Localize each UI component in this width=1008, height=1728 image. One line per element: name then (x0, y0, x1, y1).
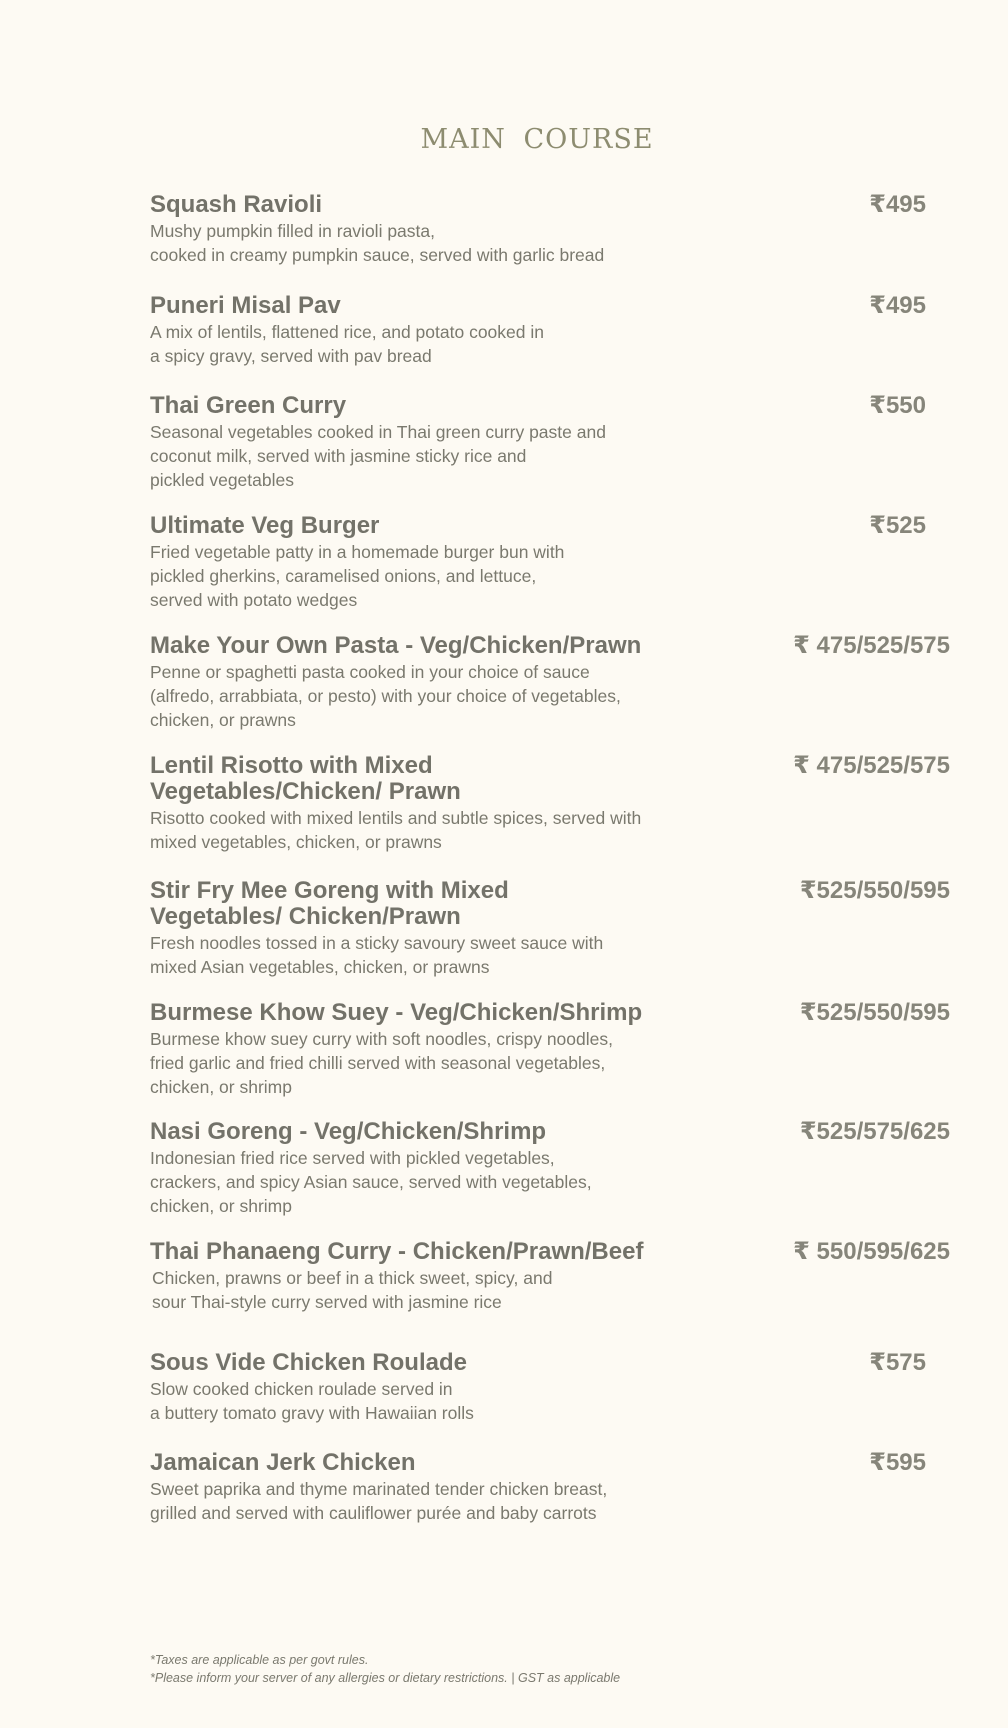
item-description-line: sour Thai-style curry served with jasmine rice (152, 1292, 502, 1312)
item-description (150, 1377, 710, 1425)
item-description-line: Fresh noodles tossed in a sticky savoury sweet sauce with (150, 933, 604, 953)
item-description (150, 660, 710, 732)
item-price: ₹495 (869, 191, 926, 218)
item-description-line: Fried vegetable patty in a homemade burger bun with (150, 542, 565, 562)
item-name: Ultimate Veg Burger (150, 512, 380, 539)
item-description-line: Seasonal vegetables cooked in Thai green curry paste and (150, 422, 606, 442)
item-description-line: crackers, and spicy Asian sauce, served with vegetables, (150, 1172, 592, 1192)
item-name: Jamaican Jerk Chicken (150, 1449, 416, 1476)
item-price: ₹525/575/625 (799, 1118, 950, 1145)
item-description (150, 1477, 710, 1525)
item-description (150, 1027, 710, 1099)
item-description-line: (alfredo, arrabbiata, or pesto) with your choice of vegetables, (150, 686, 621, 706)
item-description-line: Slow cooked chicken roulade served in (150, 1379, 453, 1399)
tax-note: *Taxes are applicable as per govt rules. (150, 1653, 369, 1667)
footer-notes (150, 1651, 620, 1687)
menu-item (150, 633, 950, 732)
menu-item (150, 753, 950, 854)
item-description-line: Risotto cooked with mixed lentils and subtle spices, served with (150, 808, 642, 828)
item-price: ₹495 (869, 292, 926, 319)
item-name: Nasi Goreng - Veg/Chicken/Shrimp (150, 1118, 547, 1145)
item-description-line: pickled vegetables (150, 470, 294, 490)
item-name: Squash Ravioli (150, 191, 323, 218)
item-description-line: Penne or spaghetti pasta cooked in your choice of sauce (150, 662, 590, 682)
menu-item (150, 1350, 950, 1425)
item-price: ₹525/550/595 (799, 999, 950, 1026)
menu-item (150, 1000, 950, 1099)
item-description (150, 1146, 710, 1218)
item-name: Sous Vide Chicken Roulade (150, 1349, 467, 1376)
menu-item (150, 192, 950, 267)
item-description-line: coconut milk, served with jasmine sticky rice and (150, 446, 527, 466)
menu-item (150, 293, 950, 368)
item-description-line: mixed Asian vegetables, chicken, or prawns (150, 957, 490, 977)
item-description-line: Chicken, prawns or beef in a thick sweet, spicy, and (152, 1268, 553, 1288)
item-description-line: A mix of lentils, flattened rice, and potato cooked in (150, 322, 544, 342)
menu-item (150, 878, 950, 979)
menu-title: MAIN COURSE (420, 124, 654, 155)
item-description-line: grilled and served with cauliflower purée and baby carrots (150, 1503, 597, 1523)
item-price: ₹595 (869, 1449, 926, 1476)
item-description-line: chicken, or shrimp (150, 1196, 292, 1216)
item-description-line: Indonesian fried rice served with pickled vegetables, (150, 1148, 555, 1168)
menu-item (150, 1239, 950, 1314)
item-description-line: pickled gherkins, caramelised onions, and lettuce, (150, 566, 537, 586)
item-price: ₹525 (869, 512, 926, 539)
item-price: ₹ 475/525/575 (793, 632, 950, 659)
menu-item (150, 1450, 950, 1525)
menu-item (150, 513, 950, 612)
item-price: ₹ 550/595/625 (793, 1238, 950, 1265)
item-price: ₹ 475/525/575 (793, 752, 950, 779)
item-description (152, 1266, 712, 1314)
allergy-note: *Please inform your server of any allergies or dietary restrictions. | GST as applicable (150, 1671, 621, 1685)
item-price: ₹575 (869, 1349, 926, 1376)
item-name: Thai Green Curry (150, 392, 347, 419)
item-description (150, 219, 710, 267)
item-description-line: chicken, or prawns (150, 710, 296, 730)
item-name: Lentil Risotto with Mixed Vegetables/Chicken/ Prawn (150, 752, 461, 805)
item-description-line: Mushy pumpkin filled in ravioli pasta, (150, 221, 435, 241)
item-description-line: served with potato wedges (150, 590, 358, 610)
item-description (150, 320, 710, 368)
item-description-line: a buttery tomato gravy with Hawaiian rolls (150, 1403, 474, 1423)
item-name: Burmese Khow Suey - Veg/Chicken/Shrimp (150, 999, 643, 1026)
item-name: Puneri Misal Pav (150, 292, 341, 319)
item-description-line: cooked in creamy pumpkin sauce, served with garlic bread (150, 245, 605, 265)
item-description (150, 540, 710, 612)
item-price: ₹550 (869, 392, 926, 419)
item-description-line: chicken, or shrimp (150, 1077, 292, 1097)
item-description-line: Sweet paprika and thyme marinated tender chicken breast, (150, 1479, 608, 1499)
menu-item (150, 393, 950, 492)
item-description-line: mixed vegetables, chicken, or prawns (150, 832, 442, 852)
item-name: Make Your Own Pasta - Veg/Chicken/Prawn (150, 632, 642, 659)
item-price: ₹525/550/595 (799, 877, 950, 904)
item-description-line: Burmese khow suey curry with soft noodles, crispy noodles, (150, 1029, 613, 1049)
item-name: Thai Phanaeng Curry - Chicken/Prawn/Beef (150, 1238, 644, 1265)
menu-item (150, 1119, 950, 1218)
item-description-line: a spicy gravy, served with pav bread (150, 346, 432, 366)
item-name: Stir Fry Mee Goreng with Mixed Vegetables/ Chicken/Prawn (150, 877, 509, 930)
item-description (150, 806, 710, 854)
item-description (150, 931, 710, 979)
item-description (150, 420, 710, 492)
item-description-line: fried garlic and fried chilli served with seasonal vegetables, (150, 1053, 606, 1073)
